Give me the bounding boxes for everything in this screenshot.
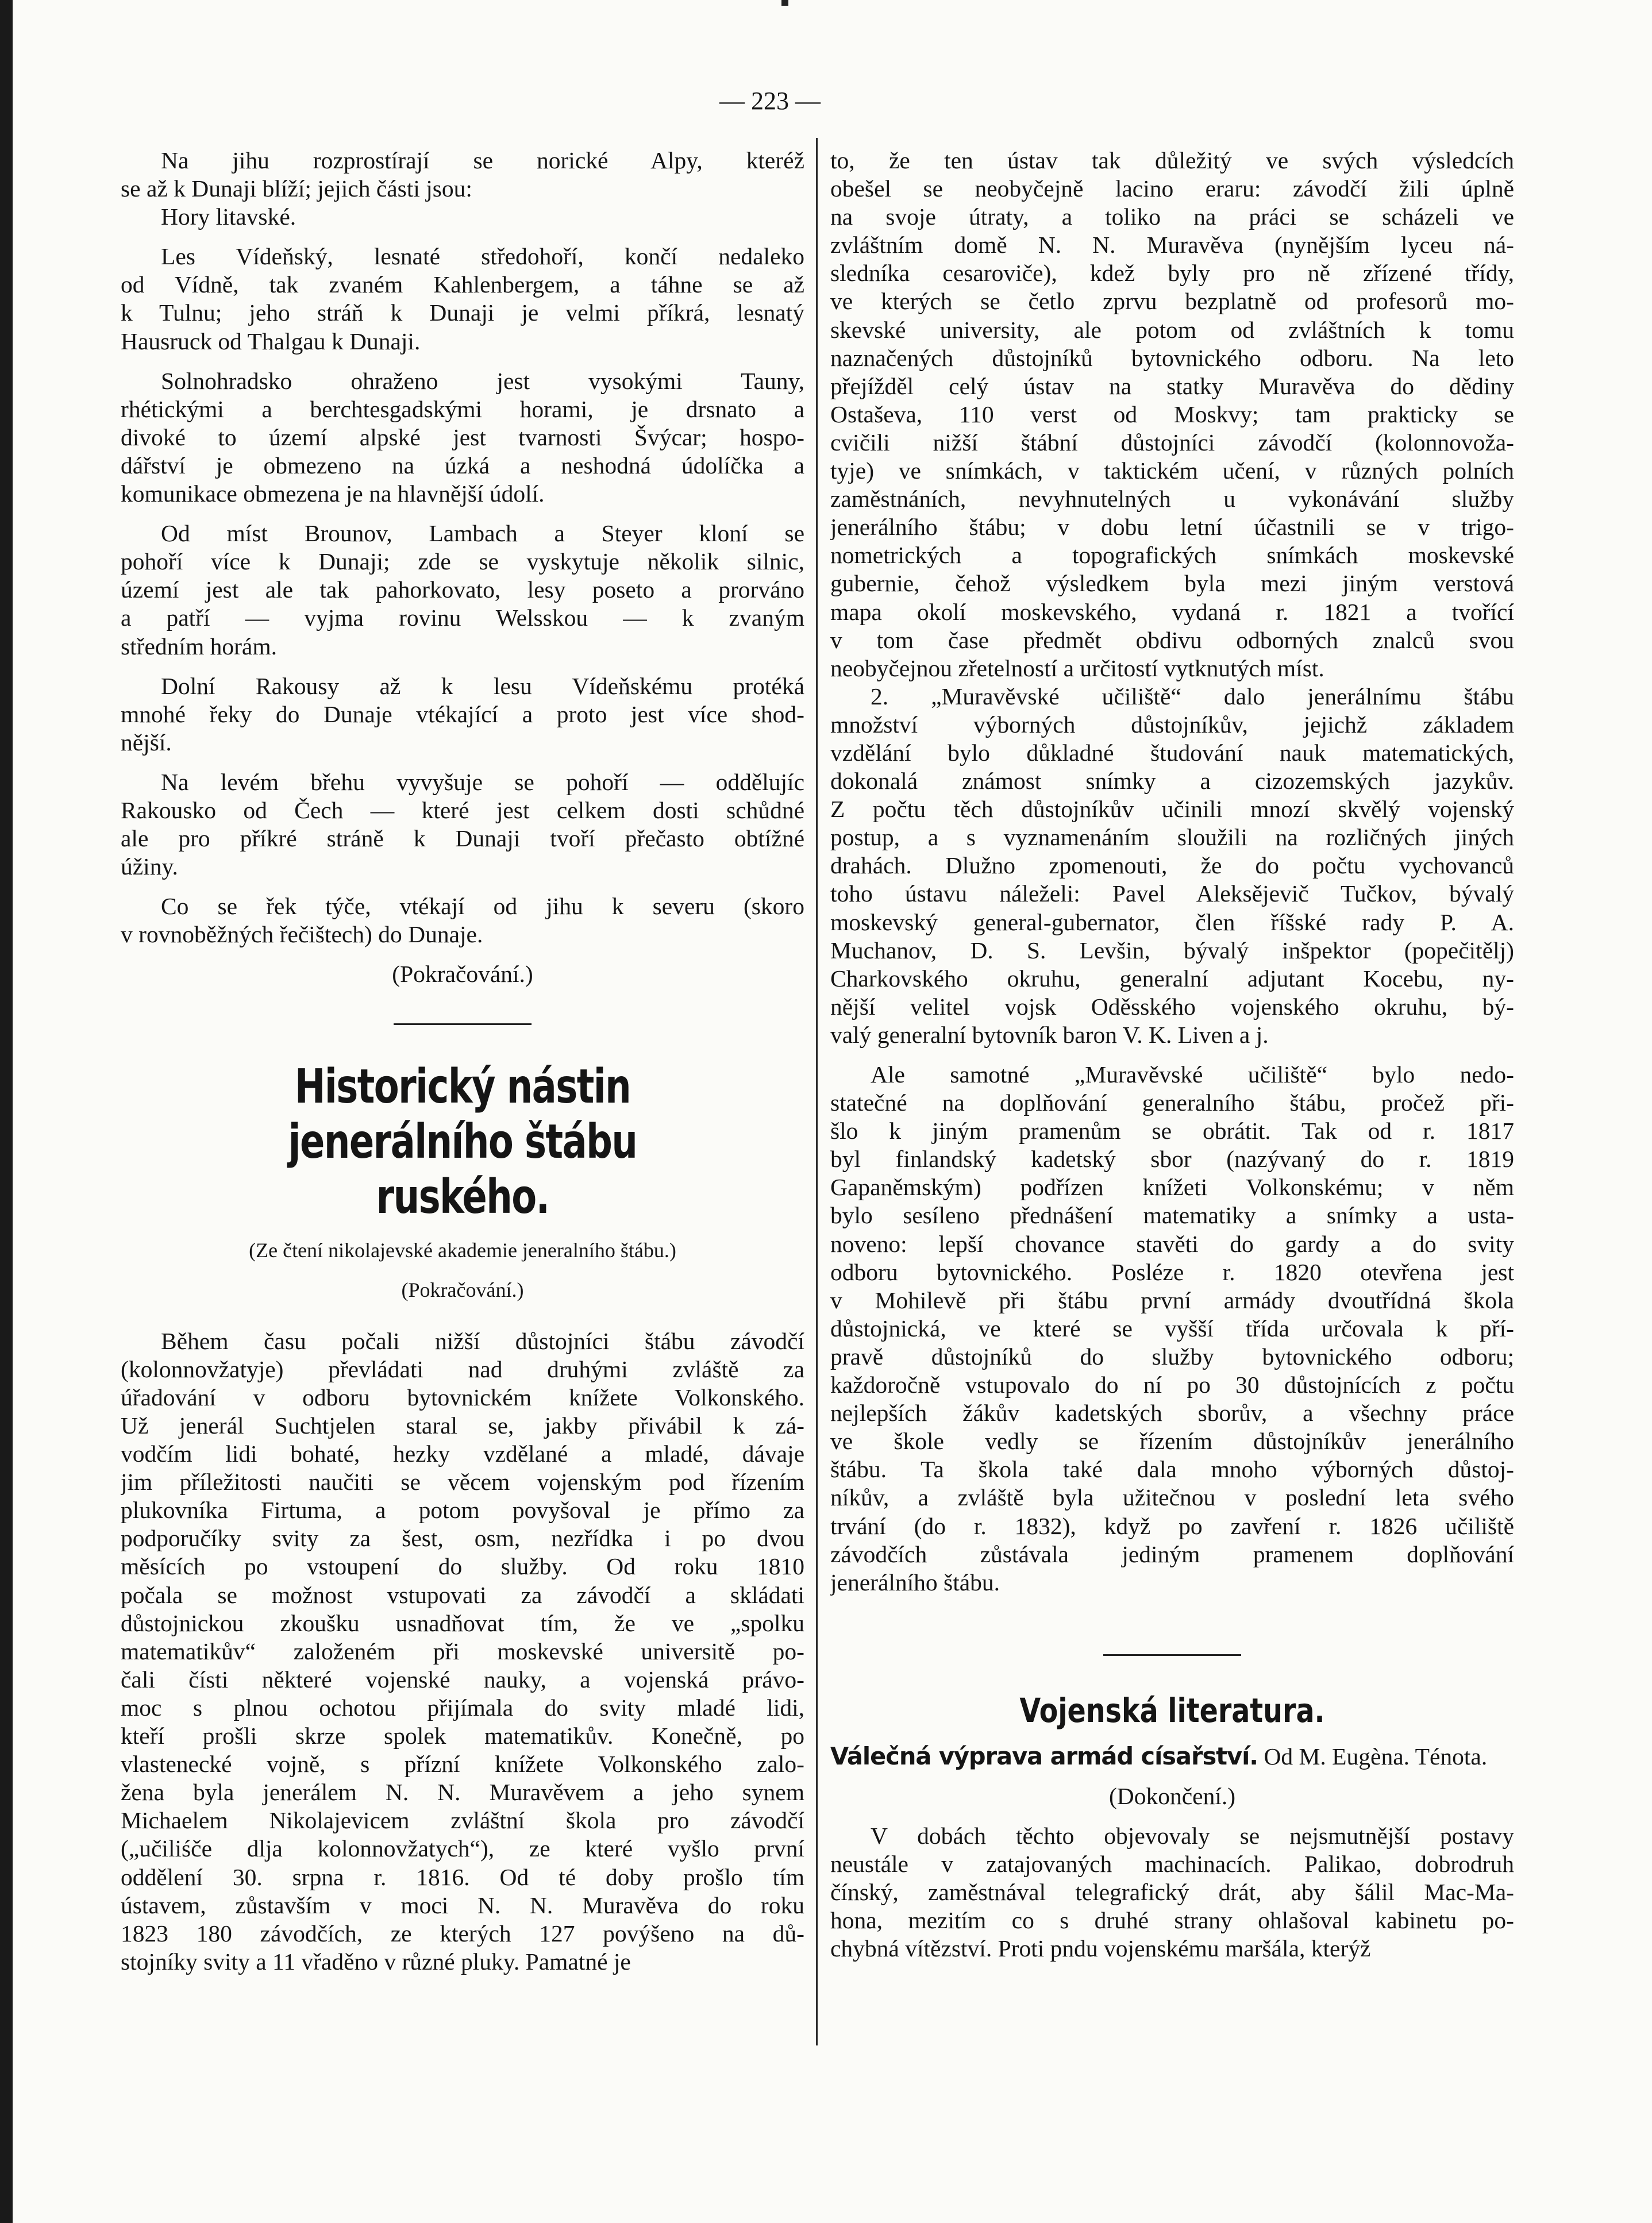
- text-line: gubernie, čehož výsledkem byla mezi jiným verstová: [830, 570, 1514, 597]
- column-divider: [816, 138, 818, 2045]
- text-line: zvláštním domě N. N. Muravěva (nynějším lyceu ná-: [830, 232, 1514, 259]
- text-line: vodčím lidi bohaté, hezky vzdělané a mladé, dávaje: [121, 1440, 804, 1467]
- paragraph: [830, 147, 1514, 683]
- text-line: moskevský general-gubernator, člen říšské rady P. A.: [830, 908, 1514, 935]
- text-line: 1823 180 závodčích, ze kterých 127 povýšeno na dů-: [121, 1920, 804, 1947]
- text-line: rhétickými a berchtesgadskými horami, je drsnato a: [121, 395, 804, 422]
- scan-mark: [781, 0, 788, 6]
- text-line: čínský, zaměstnával telegrafický drát, aby šálil Mac-Ma-: [830, 1879, 1514, 1906]
- text-line: Z počtu těch důstojníkův učinili mnozí skvělý vojenský: [830, 796, 1514, 823]
- review-title: Válečná výprava armád císařství.: [830, 1742, 1258, 1770]
- text-line: měsících po vstoupení do služby. Od roku 1810: [121, 1553, 804, 1580]
- text-line: odboru bytovnického. Posléze r. 1820 otevřena jest: [830, 1258, 1514, 1285]
- text-line: chybná vítězství. Proti pndu vojenskému maršála, kterýž: [830, 1935, 1371, 1962]
- paragraph: [121, 672, 804, 757]
- text-line: kteří prošli skrze spolek matematikův. Konečně, po: [121, 1723, 804, 1750]
- text-line: ale pro příkré stráně k Dunaji tvoří přečasto obtížné: [121, 825, 804, 852]
- text-line: nější velitel vojsk Oděsského vojenského okruhu, bý-: [830, 993, 1514, 1020]
- text-line: níkův, a zvláště byla užitečnou v poslední leta svého: [830, 1484, 1514, 1511]
- text-line: Dolní Rakousy až k lesu Vídeňskému protéká: [161, 672, 804, 699]
- text-line: Co se řek týče, vtékají od jihu k severu (skoro: [161, 893, 804, 920]
- text-line: stojníky svity a 11 vřaděno v různé pluky. Pamatné je: [121, 1948, 631, 1975]
- text-line: Solnohradsko ohraženo jest vysokými Tauny,: [161, 367, 804, 394]
- text-line: Hausruck od Thalgau k Dunaji.: [121, 328, 421, 355]
- text-line: Les Vídeňský, lesnaté středohoří, končí nedaleko: [161, 243, 804, 270]
- text-line: území jest ale tak pahorkovato, lesy poseto a prorváno: [121, 576, 804, 603]
- paragraph: [121, 147, 804, 203]
- review-heading: [830, 1742, 1514, 1771]
- text-line: ve kterých se četlo zprvu bezplatně od profesorů mo-: [830, 288, 1514, 315]
- continued-note: (Pokračování.): [392, 961, 533, 988]
- text-line: vzdělání bylo důkladné študování nauk matematických,: [830, 739, 1514, 766]
- text-line: každoročně vstupovalo do ní po 30 důstojnících z počtu: [830, 1371, 1514, 1398]
- text-line: (kolonnovžatyje) převládati nad druhými zvláště za: [121, 1355, 804, 1382]
- text-line: noveno: lepší chovance stavěti do gardy a do svity: [830, 1230, 1514, 1257]
- text-line: matematikův“ založeném při moskevské universitě po-: [121, 1638, 804, 1665]
- text-line: ústavem, zůstavším v moci N. N. Muravěva do roku: [121, 1891, 804, 1918]
- text-line: 2. „Muravěvské učiliště“ dalo jenerálnímu štábu: [871, 683, 1514, 710]
- article-title: Historický nástin jenerálního štábu: [288, 1059, 637, 1169]
- scan-edge: [0, 0, 13, 2223]
- text-line: jenerálního štábu.: [830, 1569, 1000, 1596]
- paragraph: [830, 1061, 1514, 1597]
- left-column: [121, 147, 804, 1976]
- text-line: závodčích zůstávala jediným pramenem doplňování: [830, 1540, 1514, 1567]
- text-line: bylo sesíleno přednášení matematiky a snímky a usta-: [830, 1202, 1514, 1229]
- article-title-cont: ruského.: [376, 1169, 549, 1224]
- text-line: neustále v zatajovaných machinacích. Palikao, dobrodruh: [830, 1851, 1514, 1878]
- text-line: obešel se neobyčejně lacino eraru: závodčí žili úplně: [830, 175, 1514, 202]
- text-line: trvání (do r. 1832), když po zavření r. 1826 učiliště: [830, 1512, 1514, 1539]
- text-line: zaměstnáních, nevyhnutelných u vykonávání služby: [830, 486, 1514, 513]
- text-line: k Tulnu; jeho stráň k Dunaji je velmi příkrá, lesnatý: [121, 299, 804, 326]
- paragraph: [830, 683, 1514, 1049]
- paragraph: [121, 242, 804, 355]
- text-line: V dobách těchto objevovaly se nejsmutnější postavy: [871, 1822, 1514, 1849]
- text-line: valý generalní bytovník baron V. K. Liven a j.: [830, 1021, 1269, 1048]
- text-line: naznačených důstojníků bytovnického odboru. Na leto: [830, 344, 1514, 371]
- text-line: Na jihu rozprostírají se norické Alpy, kteréž: [161, 147, 804, 174]
- paragraph: [121, 519, 804, 660]
- text-line: čali čísti některé vojenské nauky, a vojenská právo-: [121, 1666, 804, 1693]
- text-line: Michaelem Nikolajevicem zvláštní škola pro závodčí: [121, 1807, 804, 1834]
- review-finished: (Dokončení.): [1108, 1782, 1236, 1809]
- text-line: šlo k jiným pramenům se obrátit. Tak od r. 1817: [830, 1118, 1514, 1145]
- text-line: postup, a s vyznamenáním sloužili na rozličných jiných: [830, 824, 1514, 851]
- paragraph: [121, 768, 804, 881]
- text-line: dářství je obmezeno na úzká a neshodná údolíčka a: [121, 452, 804, 479]
- text-line: plukovníka Firtuma, a potom povyšoval je přímo za: [121, 1497, 804, 1524]
- text-line: toho ústavu náleželi: Pavel Aleksějevič Tučkov, bývalý: [830, 880, 1514, 907]
- text-line: v rovnoběžných řečištech) do Dunaje.: [121, 921, 483, 948]
- text-line: statečné na doplňování generalního štábu, pročež při-: [830, 1089, 1514, 1116]
- text-line: komunikace obmezena je na hlavnější údolí.: [121, 480, 545, 507]
- text-line: mnohé řeky do Dunaje vtékající a proto jest více shod-: [121, 700, 804, 727]
- text-line: skevské university, ale potom od zvláštních k tomu: [830, 316, 1514, 343]
- text-line: pravě důstojníků do služby bytovnického odboru;: [830, 1343, 1514, 1370]
- paragraph: [121, 367, 804, 508]
- review-author: Od M. Eugèna. Ténota.: [1264, 1743, 1488, 1770]
- text-line: Od míst Brounov, Lambach a Steyer kloní se: [161, 520, 804, 547]
- text-line: Na levém břehu vyvyšuje se pohoří — oddělujíc: [161, 768, 804, 795]
- text-line: v tom čase předmět obdivu odborných znalců svou: [830, 626, 1514, 653]
- page-number: — 223 —: [719, 87, 821, 115]
- text-line: Ale samotné „Muravěvské učiliště“ bylo nedo-: [871, 1061, 1514, 1088]
- text-line: dokonalá známost snímky a cizozemských jazykův.: [830, 768, 1514, 795]
- text-line: to, že ten ústav tak důležitý ve svých výsledcích: [830, 147, 1514, 174]
- text-line: důstojnická, ve které se vyšší třída určovala k pří-: [830, 1315, 1514, 1342]
- text-line: moc s plnou ochotou přijímala do svity mladé lidi,: [121, 1694, 804, 1721]
- review-body: [830, 1822, 1514, 1963]
- section-rule: [1103, 1654, 1241, 1656]
- text-line: se až k Dunaji blíží; jejich části jsou:: [121, 175, 472, 202]
- text-line: nometrických a topografických snímkách moskevské: [830, 542, 1514, 569]
- text-line: Během času počali nižší důstojníci štábu závodčí: [161, 1327, 804, 1354]
- text-line: úřadování v odboru bytovnickém knížete Volkonského.: [121, 1384, 804, 1411]
- text-line: od Vídně, tak zvaném Kahlenbergem, a táhne se až: [121, 271, 804, 298]
- text-line: drahách. Dlužno zpomenouti, že do počtu vychovanců: [830, 852, 1514, 879]
- text-line: Rakousko od Čech — které jest celkem dosti schůdné: [121, 796, 804, 823]
- text-line: vlastenecké vojně, s přízní knížete Volkonského zalo-: [121, 1751, 804, 1778]
- text-line: úžiny.: [121, 853, 178, 880]
- text-line: podporučíky svity za šest, osm, nezřídka i po dvou: [121, 1525, 804, 1552]
- text-line: sledníka cesaroviče), kdež byly pro ně zřízené třídy,: [830, 260, 1514, 287]
- text-line: divoké to území alpské jest tvarnosti Švýcar; hospo-: [121, 423, 804, 450]
- text-line: Gapaněmským) podřízen knížeti Volkonskému; v něm: [830, 1174, 1514, 1201]
- text-line: středním horám.: [121, 633, 277, 660]
- text-line: nejlepších žákův kadetských sborův, a všechny práce: [830, 1400, 1514, 1427]
- text-line: Ostaševa, 110 verst od Moskvy; tam prakticky se: [830, 400, 1514, 427]
- text-line: cvičili nižší štábní důstojníci závodčí (kolonnovoža-: [830, 429, 1514, 456]
- text-line: počala se možnost vstupovati za závodčí a skládati: [121, 1581, 804, 1608]
- text-line: na svoje útraty, a toliko na práci se scházeli ve: [830, 203, 1514, 230]
- article-subtitle: (Ze čtení nikolajevské akademie jeneralního štábu.): [249, 1238, 676, 1262]
- article-body: [121, 1327, 804, 1976]
- paragraph: [121, 203, 804, 231]
- text-line: ve škole vedly se řízením důstojníkův jenerálního: [830, 1428, 1514, 1455]
- text-line: („učiliśče dlja kolonnovžatych“), ze které vyšlo první: [121, 1835, 804, 1862]
- text-line: množství výborných důstojníkův, jejichž základem: [830, 711, 1514, 738]
- text-line: oddělení 30. srpna r. 1816. Od té doby prošlo tím: [121, 1863, 804, 1890]
- text-line: důstojnickou zkoušku usnadňovat tím, že ve „spolku: [121, 1609, 804, 1636]
- text-line: pohoří více k Dunaji; zde se vyskytuje několik silnic,: [121, 548, 804, 575]
- text-line: Hory litavské.: [161, 203, 296, 230]
- text-line: Charkovského okruhu, generalní adjutant Kocebu, ny-: [830, 965, 1514, 992]
- text-line: hona, mezitím co s druhé strany ohlašoval kabinetu po-: [830, 1907, 1514, 1934]
- section-rule: [394, 1023, 532, 1025]
- text-line: v Mohilevě při štábu první armády dvoutřídná škola: [830, 1286, 1514, 1313]
- text-line: neobyčejnou zřetelností a určitostí vytknutých míst.: [830, 654, 1324, 681]
- text-line: jim příležitosti naučiti se věcem vojenským pod řízením: [121, 1469, 804, 1496]
- section-title: Vojenská literatura.: [1019, 1690, 1325, 1730]
- article-continued: (Pokračování.): [401, 1278, 524, 1301]
- text-line: tyje) ve snímkách, v taktickém učení, v různých polních: [830, 457, 1514, 484]
- text-line: a patří — vyjma rovinu Welsskou — k zvaným: [121, 604, 804, 631]
- text-line: jenerálního štábu; v dobu letní účastnili se v trigo-: [830, 514, 1514, 541]
- text-line: nější.: [121, 729, 172, 756]
- text-line: mapa okolí moskevského, vydaná r. 1821 a tvořící: [830, 598, 1514, 625]
- text-line: byl finlandský kadetský sbor (nazývaný do r. 1819: [830, 1146, 1514, 1173]
- text-line: žena byla jenerálem N. N. Muravěvem a jeho synem: [121, 1779, 804, 1806]
- text-line: Muchanov, D. S. Levšin, bývalý inšpektor (popečitělj): [830, 937, 1514, 964]
- text-line: štábu. Ta škola také dala mnoho výborných důstoj-: [830, 1456, 1514, 1483]
- text-line: Už jenerál Suchtjelen staral se, jakby přivábil k zá-: [121, 1412, 804, 1439]
- right-column: [830, 147, 1514, 1963]
- text-line: přejížděl celý ústav na statky Muravěva do dědiny: [830, 372, 1514, 399]
- paragraph: [121, 892, 804, 949]
